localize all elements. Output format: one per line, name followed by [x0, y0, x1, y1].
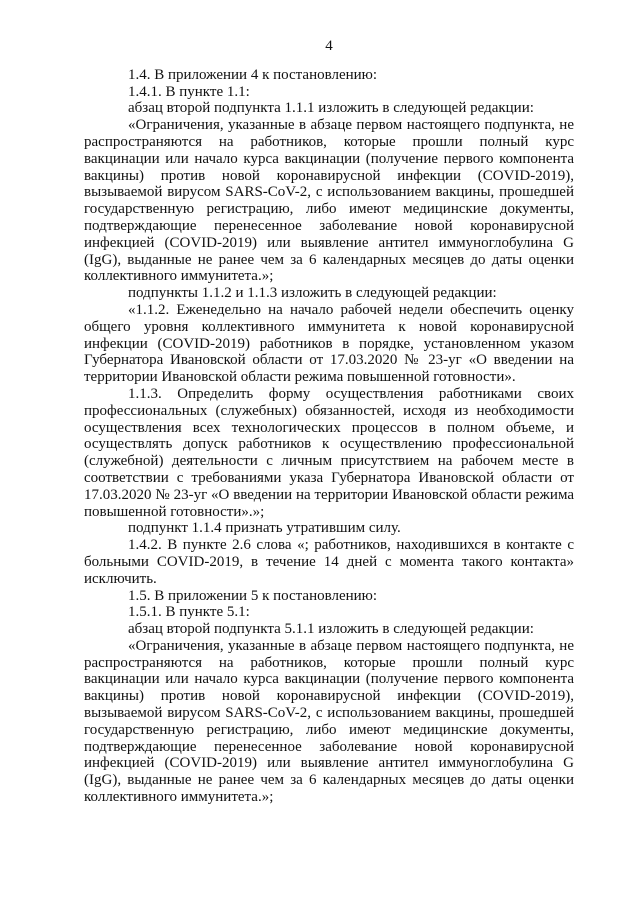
paragraph-abzac-5-1-1: абзац второй подпункта 5.1.1 изложить в следующей редакции: [128, 621, 534, 638]
paragraph-1-1-4: подпункт 1.1.4 признать утратившим силу. [128, 520, 401, 537]
paragraph-subpoints-1-1-2-1-1-3: подпункты 1.1.2 и 1.1.3 изложить в следующей редакции: [128, 285, 497, 302]
paragraph-1-5: 1.5. В приложении 5 к постановлению: [128, 587, 378, 604]
paragraph-1-1-3: 1.1.3. Определить форму осуществления работниками своих профессиональных (служебных) обязанностей, исходя из необходимости осуществления всех технологических процессов в полном объеме, и осуществлять допуск работников к осуществлению профессиональной (служебной) деятельности с личным присутствием на рабочем месте в соответствии с требованиями указа Губернатора Ивановской области от 17.03.2020 № 23-уг «О введении на территории Ивановской области режима повышенной готовности».»; [84, 385, 574, 520]
page-number: 4 [325, 38, 333, 54]
paragraph-1-4-2: 1.4.2. В пункте 2.6 слова «; работников, находившихся в контакте с больными COVID-2019, в течение 14 дней с момента такого контакта» исключить. [84, 537, 574, 587]
paragraph-1-1-2: «1.1.2. Еженедельно на начало рабочей недели обеспечить оценку общего уровня коллективного иммунитета к новой коронавирусной инфекции (COVID-2019) работников в порядке, установленном указом Губернатора Ивановской области от 17.03.2020 № 23-уг «О введении на территории Ивановской области режима повышенной готовности». [84, 301, 574, 386]
paragraph-abzac-1-1-1: абзац второй подпункта 1.1.1 изложить в следующей редакции: [128, 100, 534, 117]
paragraph-1-4: 1.4. В приложении 4 к постановлению: [128, 66, 378, 83]
paragraph-restrictions-quote-2: «Ограничения, указанные в абзаце первом настоящего подпункта, не распространяются на работников, которые прошли полный курс вакцинации или начало курса вакцинации (получение первого компонента вакцины) против новой коронавирусной инфекции (COVID-2019), вызываемой вирусом SARS-CoV-2, с использованием вакцины, прошедшей государственную регистрацию, либо имеют медицинские документы, подтверждающие перенесенное заболевание новой коронавирусной инфекцией (COVID-2019) или выявление антител иммуноглобулина G (IgG), выданные не ранее чем за 6 календарных месяцев до даты оценки коллективного иммунитета.»; [84, 637, 574, 806]
paragraph-1-4-1: 1.4.1. В пункте 1.1: [128, 83, 250, 100]
paragraph-restrictions-quote-1: «Ограничения, указанные в абзаце первом настоящего подпункта, не распространяются на работников, которые прошли полный курс вакцинации или начало курса вакцинации (получение первого компонента вакцины) против новой коронавирусной инфекции (COVID-2019), вызываемой вирусом SARS-CoV-2, с использованием вакцины, прошедшей государственную регистрацию, либо имеют медицинские документы, подтверждающие перенесенное заболевание новой коронавирусной инфекцией (COVID-2019) или выявление антител иммуноглобулина G (IgG), выданные не ранее чем за 6 календарных месяцев до даты оценки коллективного иммунитета.»; [84, 117, 574, 285]
paragraph-1-5-1: 1.5.1. В пункте 5.1: [128, 604, 250, 621]
